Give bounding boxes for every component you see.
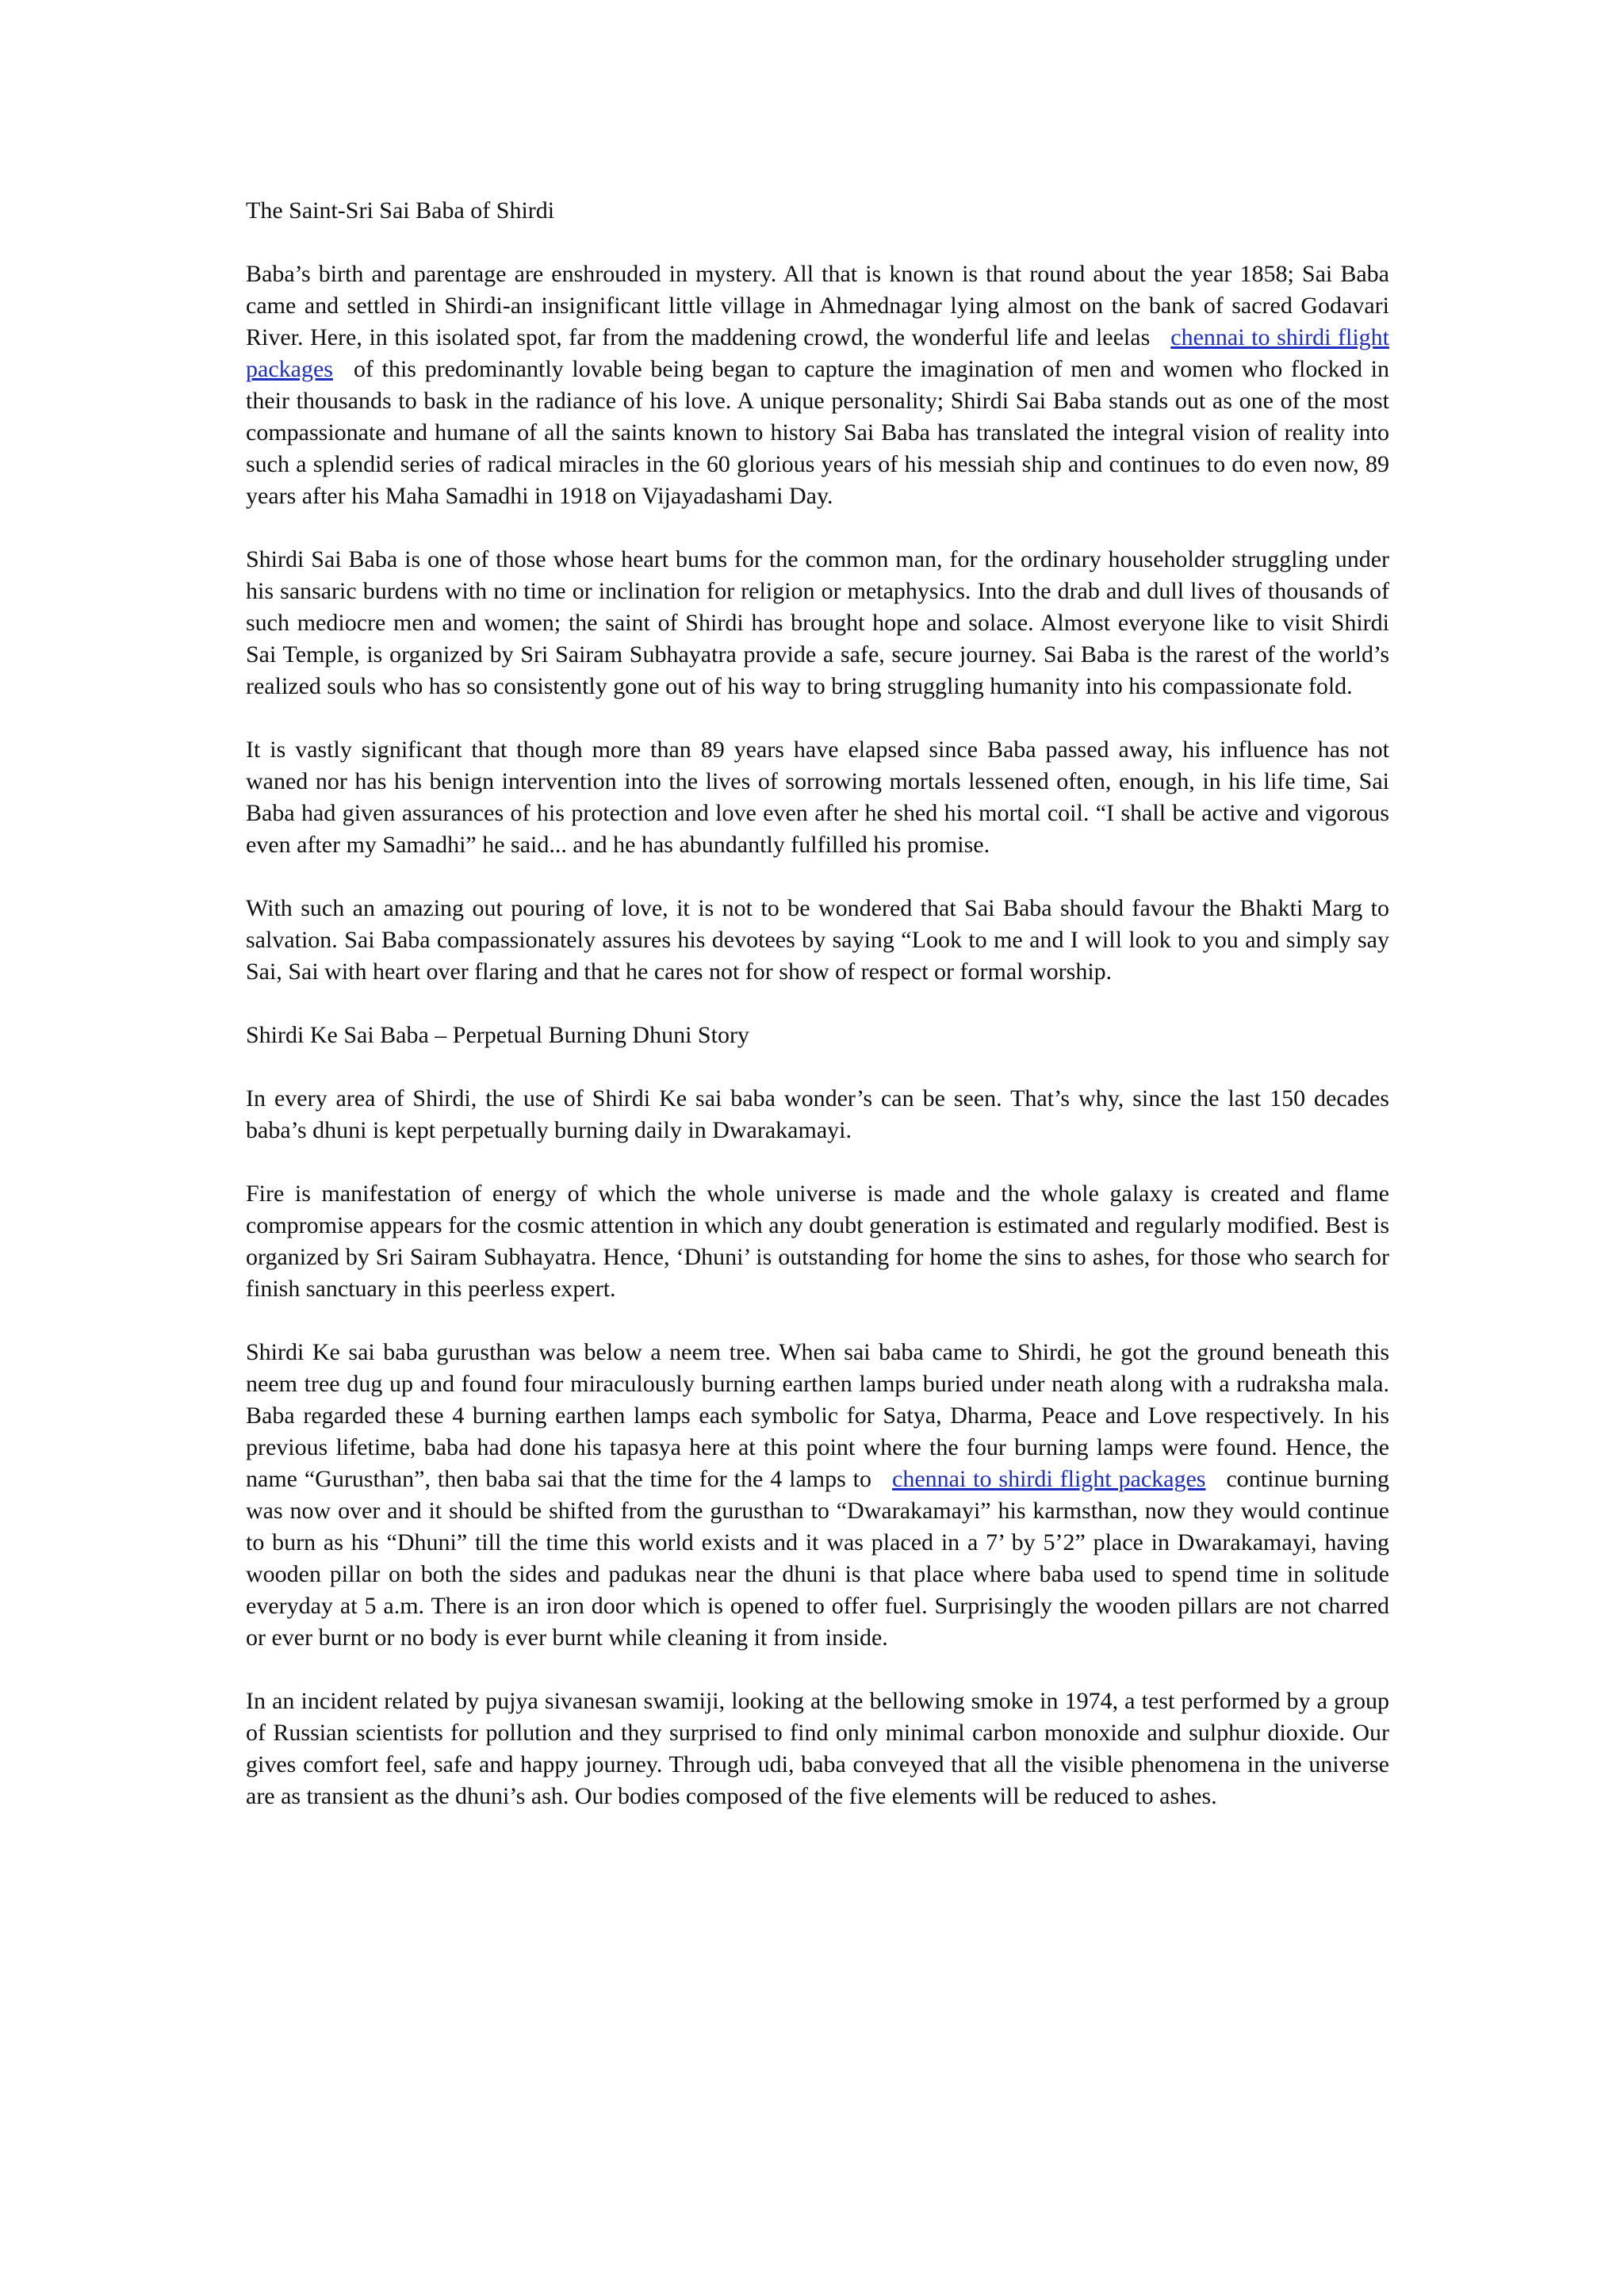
paragraph-birth [246,258,1389,512]
paragraph-gurusthan-text-start: Shirdi Ke sai baba gurusthan was below a neem tree. When sai baba came to Shirdi, he got the ground beneath this neem tree dug up and found four miraculously burning earthen lamps buried under neath along with a rudraksha mala. Baba regarded these 4 burning earthen lamps each symbolic for Satya, Dharma, Peace and Love respectively. In his previous lifetime, baba had done his tapasya here at this point where the four burning lamps were found. Hence, the name “Gurusthan”, then baba sai that the time for the 4 lamps to [246,1339,1389,1492]
paragraph-bhakti: With such an amazing out pouring of love, it is not to be wondered that Sai Baba should favour the Bhakti Marg to salvation. Sai Baba compassionately assures his devotees by saying “Look to me and I will look to you and simply say Sai, Sai with heart over flaring and that he cares not for show of respect or formal worship. [246,895,1389,985]
paragraph-dhuni-intro: In every area of Shirdi, the use of Shirdi Ke sai baba wonder’s can be seen. That’s why, since the last 150 decades baba’s dhuni is kept perpetually burning daily in Dwarakamayi. [246,1085,1389,1143]
flight-packages-link-2[interactable]: chennai to shirdi flight packages [892,1466,1206,1492]
paragraph-gurusthan [246,1337,1389,1654]
document-title: The Saint-Sri Sai Baba of Shirdi [246,197,555,224]
paragraph-influence: It is vastly significant that though more than 89 years have elapsed since Baba passed away, his influence has not waned nor has his benign intervention into the lives of sorrowing mortals lessened often, enough, in his life time, Sai Baba had given assurances of his protection and love even after he shed his mortal coil. “I shall be active and vigorous even after my Samadhi” he said... and he has abundantly fulfilled his promise. [246,737,1389,858]
flight-packages-link[interactable]: chennai to shirdi flight packages [246,324,1389,382]
paragraph-birth-text-start: Baba’s birth and parentage are enshrouded in mystery. All that is known is that round about the year 1858; Sai Baba came and settled in Shirdi-an insignificant little village in Ahmednagar lying almost on the bank of sacred Godavari River. Here, in this isolated spot, far from the maddening crowd, the wonderful life and leelas [246,261,1389,350]
paragraph-fire: Fire is manifestation of energy of which the whole universe is made and the whole galaxy is created and flame compromise appears for the cosmic attention in which any doubt generation is estimated and regularly modified. Best is organized by Sri Sairam Subhayatra. Hence, ‘Dhuni’ is outstanding for home the sins to ashes, for those who search for finish sanctuary in this peerless expert. [246,1181,1389,1302]
paragraph-birth-text-end: of this predominantly lovable being began to capture the imagination of men and women who flocked in their thousands to bask in the radiance of his love. A unique personality; Shirdi Sai Baba stands out as one of the most compassionate and humane of all the saints known to history Sai Baba has translated the integral vision of reality into such a splendid series of radical miracles in the 60 glorious years of his messiah ship and continues to do even now, 89 years after his Maha Samadhi in 1918 on Vijayadashami Day. [246,356,1389,509]
document-page [246,195,1389,1844]
paragraph-gurusthan-text-end: continue burning was now over and it should be shifted from the gurusthan to “Dwarakamayi” his karmsthan, now they would continue to burn as his “Dhuni” till the time this world exists and it was placed in a 7’ by 5’2” place in Dwarakamayi, having wooden pillar on both the sides and padukas near the dhuni is that place where baba used to spend time in solitude everyday at 5 a.m. There is an iron door which is opened to offer fuel. Surprisingly the wooden pillars are not charred or ever burnt or no body is ever burnt while cleaning it from inside. [246,1466,1389,1651]
section-heading-dhuni: Shirdi Ke Sai Baba – Perpetual Burning Dhuni Story [246,1022,749,1048]
paragraph-incident: In an incident related by pujya sivanesan swamiji, looking at the bellowing smoke in 1974, a test performed by a group of Russian scientists for pollution and they surprised to find only minimal carbon monoxide and sulphur dioxide. Our gives comfort feel, safe and happy journey. Through udi, baba conveyed that all the visible phenomena in the universe are as transient as the dhuni’s ash. Our bodies composed of the five elements will be reduced to ashes. [246,1688,1389,1809]
paragraph-common-man: Shirdi Sai Baba is one of those whose heart bums for the common man, for the ordinary householder struggling under his sansaric burdens with no time or inclination for religion or metaphysics. Into the drab and dull lives of thousands of such mediocre men and women; the saint of Shirdi has brought hope and solace. Almost everyone like to visit Shirdi Sai Temple, is organized by Sri Sairam Subhayatra provide a safe, secure journey. Sai Baba is the rarest of the world’s realized souls who has so consistently gone out of his way to bring struggling humanity into his compassionate fold. [246,546,1389,699]
